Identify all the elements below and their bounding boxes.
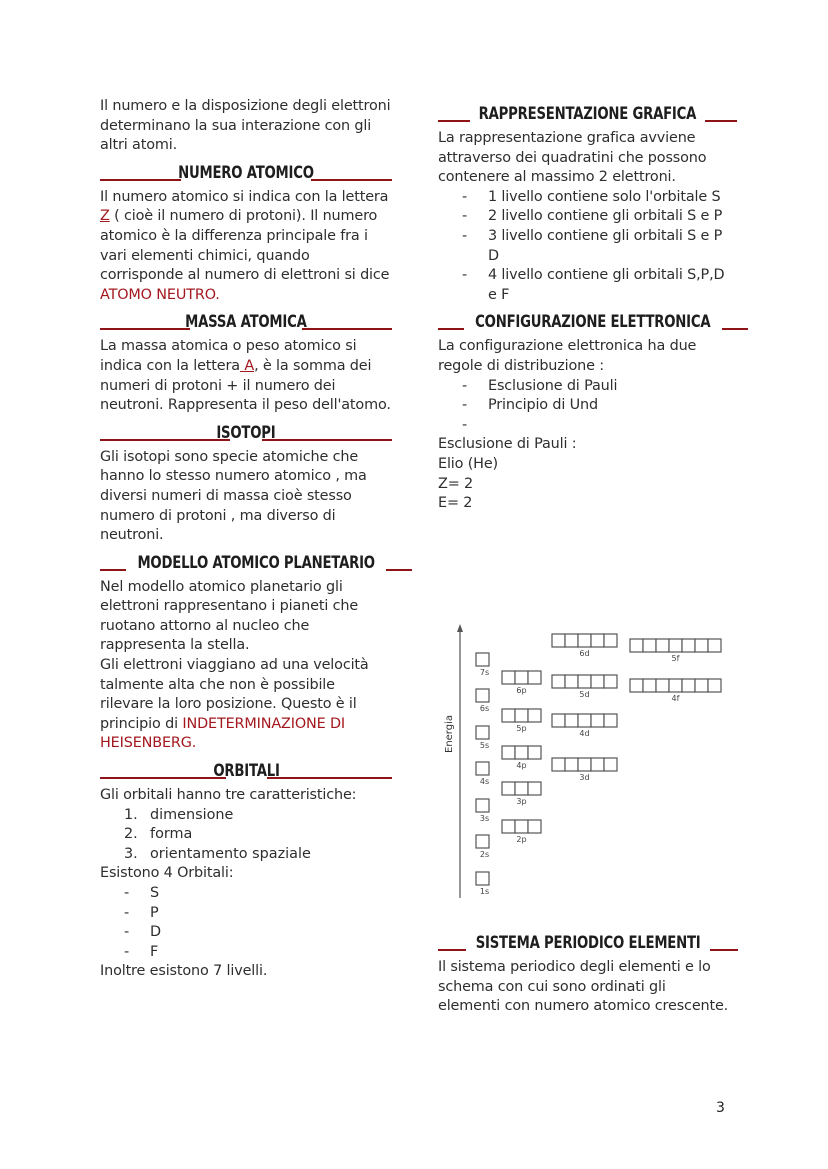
- orbital-box: [476, 689, 489, 702]
- list-item: 3. orientamento spaziale: [124, 845, 311, 862]
- orbital-box: [515, 671, 528, 684]
- list-item: - 4 livello contiene gli orbitali S,P,D e F: [462, 267, 725, 303]
- energy-level-diagram: [440, 622, 730, 900]
- orbitali-intro: Gli orbitali hanno tre caratteristiche:: [100, 787, 357, 804]
- orbital-box: [604, 675, 617, 688]
- orbital-label-6s: 6s: [479, 704, 490, 713]
- orbital-label-5d: 5d: [579, 690, 590, 699]
- orbital-label-4p: 4p: [516, 761, 527, 770]
- orbital-label-5s: 5s: [479, 741, 490, 750]
- orbital-box: [476, 726, 489, 739]
- letter-a: A: [239, 357, 255, 374]
- heading-title: MODELLO ATOMICO PLANETARIO: [137, 552, 375, 573]
- orbital-box: [502, 709, 515, 722]
- orbital-label-1s: 1s: [479, 887, 490, 896]
- orbitali-exist: Esistono 4 Orbitali:: [100, 865, 234, 882]
- features-list: [100, 806, 392, 865]
- levels-list: [438, 188, 732, 306]
- orbital-label-6d: 6d: [579, 649, 590, 658]
- orbital-box: [695, 679, 708, 692]
- orbital-box: [552, 675, 565, 688]
- orbital-box: [528, 671, 541, 684]
- orbital-box: [502, 782, 515, 795]
- massa-atomica-text: La massa atomica o peso atomico si indica con la lettera A, è la somma dei numeri di protoni + il numero dei neutroni. Rappresenta il peso dell'atomo.: [100, 338, 391, 414]
- modello-text-1: Nel modello atomico planetario gli elettroni rappresentano i pianeti che ruotano attorno al nucleo che rappresenta la stella.: [100, 578, 359, 654]
- heading-title: ISOTOPI: [216, 422, 276, 443]
- orbital-box: [565, 714, 578, 727]
- orbital-box: [476, 653, 489, 666]
- orbital-box: [643, 679, 656, 692]
- list-item: - Principio di Und: [462, 397, 598, 414]
- page-number: 3: [716, 1100, 725, 1116]
- orbital-types-list: [100, 884, 392, 962]
- orbital-label-3d: 3d: [579, 773, 590, 782]
- list-item: - P: [124, 904, 159, 921]
- orbital-box: [591, 714, 604, 727]
- orbital-box: [708, 679, 721, 692]
- isotopi-text: Gli isotopi sono specie atomiche che hanno lo stesso numero atomico , ma diversi numeri di massa cioè stesso numero di protoni , ma diverso di neutroni.: [100, 448, 367, 544]
- pauli-title: Esclusione di Pauli :: [438, 436, 577, 453]
- orbital-label-4s: 4s: [479, 777, 490, 786]
- orbital-box: [604, 714, 617, 727]
- heading-title: ORBITALI: [212, 761, 280, 782]
- rules-list: - Esclusione di Pauli - Principio di Und -: [438, 377, 732, 416]
- element-name: Elio (He): [438, 455, 499, 472]
- orbital-box: [669, 679, 682, 692]
- heading-configurazione: [438, 309, 732, 333]
- orbital-box: [528, 782, 541, 795]
- heading-title: MASSA ATOMICA: [185, 312, 307, 333]
- orbital-box: [578, 758, 591, 771]
- list-item: - 1 livello contiene solo l'orbitale S: [462, 188, 721, 205]
- rappresentazione-text: La rappresentazione grafica avviene attraverso dei quadratini che possono contenere al massimo 2 elettroni.: [438, 130, 707, 186]
- modello-text-2: Gli elettroni viaggiano ad una velocità talmente alta che non è possibile rilevare la loro posizione. Questo è il principio di INDETERMINAZIONE DI HEISENBERG.: [100, 657, 369, 752]
- heading-title: CONFIGURAZIONE ELETTRONICA: [475, 312, 711, 333]
- orbital-box: [565, 758, 578, 771]
- orbital-box: [502, 820, 515, 833]
- letter-z: Z: [100, 208, 110, 225]
- heading-title: NUMERO ATOMICO: [178, 162, 314, 183]
- list-item: - D: [124, 924, 161, 941]
- orbital-box: [528, 820, 541, 833]
- heisenberg-highlight: INDETERMINAZIONE DI HEISENBERG.: [100, 715, 346, 752]
- heading-isotopi: [100, 420, 392, 444]
- orbital-box: [604, 634, 617, 647]
- heading-rappresentazione: [438, 101, 732, 125]
- sistema-section: [438, 926, 732, 1017]
- levels-text: Inoltre esistono 7 livelli.: [100, 963, 268, 980]
- orbital-box: [515, 709, 528, 722]
- z-value: Z= 2: [438, 475, 474, 492]
- orbital-box: [695, 639, 708, 652]
- orbital-label-5f: 5f: [671, 654, 680, 663]
- list-item: - S: [124, 885, 159, 901]
- configurazione-text: La configurazione elettronica ha due regole di distribuzione :: [438, 338, 697, 374]
- orbital-box: [578, 634, 591, 647]
- sistema-text: Il sistema periodico degli elementi e lo schema con cui sono ordinati gli elementi con numero atomico crescente.: [438, 959, 729, 1015]
- orbital-label-4d: 4d: [579, 729, 590, 738]
- orbital-box: [502, 746, 515, 759]
- orbital-box: [565, 675, 578, 688]
- list-item: - F: [124, 943, 159, 960]
- intro-paragraph: Il numero e la disposizione degli elettroni determinano la sua interazione con gli altri atomi.: [100, 98, 391, 154]
- orbital-box: [630, 639, 643, 652]
- orbital-box: [552, 714, 565, 727]
- axis-label: Energia: [444, 715, 455, 753]
- heading-title: SISTEMA PERIODICO ELEMENTI: [475, 933, 701, 953]
- orbital-label-3p: 3p: [516, 797, 527, 806]
- list-item: - 2 livello contiene gli orbitali S e P: [462, 208, 723, 225]
- orbital-box: [552, 758, 565, 771]
- orbital-box: [502, 671, 515, 684]
- orbital-label-2s: 2s: [479, 850, 490, 859]
- axis-arrow-icon: [457, 624, 463, 632]
- orbital-box: [630, 679, 643, 692]
- orbital-box: [515, 782, 528, 795]
- left-column: [100, 97, 392, 982]
- orbital-box: [476, 762, 489, 775]
- orbital-box: [476, 799, 489, 812]
- orbital-label-6p: 6p: [516, 686, 527, 695]
- orbital-box: [591, 634, 604, 647]
- orbital-label-2p: 2p: [516, 835, 527, 844]
- orbital-box: [656, 679, 669, 692]
- orbital-box: [591, 675, 604, 688]
- heading-numero-atomico: [100, 160, 392, 184]
- list-item: 1. dimensione: [124, 806, 234, 823]
- orbital-box: [578, 675, 591, 688]
- orbital-box: [515, 746, 528, 759]
- orbital-box: [476, 835, 489, 848]
- numero-atomico-text: Il numero atomico si indica con la lettera Z ( cioè il numero di protoni). Il numero atomico è la differenza principale fra i vari elementi chimici, quando corrisponde al numero di elettroni si dice ATOMO NEUTRO.: [100, 188, 390, 303]
- orbital-box: [552, 634, 565, 647]
- heading-modello-atomico: [100, 550, 392, 574]
- orbital-box: [708, 639, 721, 652]
- orbital-box: [604, 758, 617, 771]
- orbital-box: [528, 709, 541, 722]
- atomo-neutro-highlight: ATOMO NEUTRO.: [100, 286, 220, 303]
- list-item: - Esclusione di Pauli: [462, 377, 618, 394]
- orbital-box: [643, 639, 656, 652]
- orbital-label-5p: 5p: [516, 724, 527, 733]
- orbital-box: [682, 639, 695, 652]
- orbital-box: [565, 634, 578, 647]
- orbital-box: [528, 746, 541, 759]
- heading-orbitali: [100, 758, 392, 782]
- heading-sistema: [438, 930, 732, 954]
- orbital-box: [669, 639, 682, 652]
- e-value: E= 2: [438, 495, 473, 512]
- list-item: 2. forma: [124, 826, 193, 843]
- orbital-label-3s: 3s: [479, 814, 490, 823]
- orbital-box: [656, 639, 669, 652]
- orbital-box: [591, 758, 604, 771]
- orbital-box: [515, 820, 528, 833]
- list-item: - 3 livello contiene gli orbitali S e P D: [462, 227, 723, 264]
- heading-title: RAPPRESENTAZIONE GRAFICA: [478, 104, 697, 124]
- orbital-box: [476, 872, 489, 885]
- orbital-label-4f: 4f: [671, 694, 680, 703]
- heading-massa-atomica: [100, 309, 392, 333]
- orbital-box: [682, 679, 695, 692]
- orbital-box: [578, 714, 591, 727]
- right-column: [438, 99, 732, 514]
- orbital-label-7s: 7s: [479, 668, 490, 677]
